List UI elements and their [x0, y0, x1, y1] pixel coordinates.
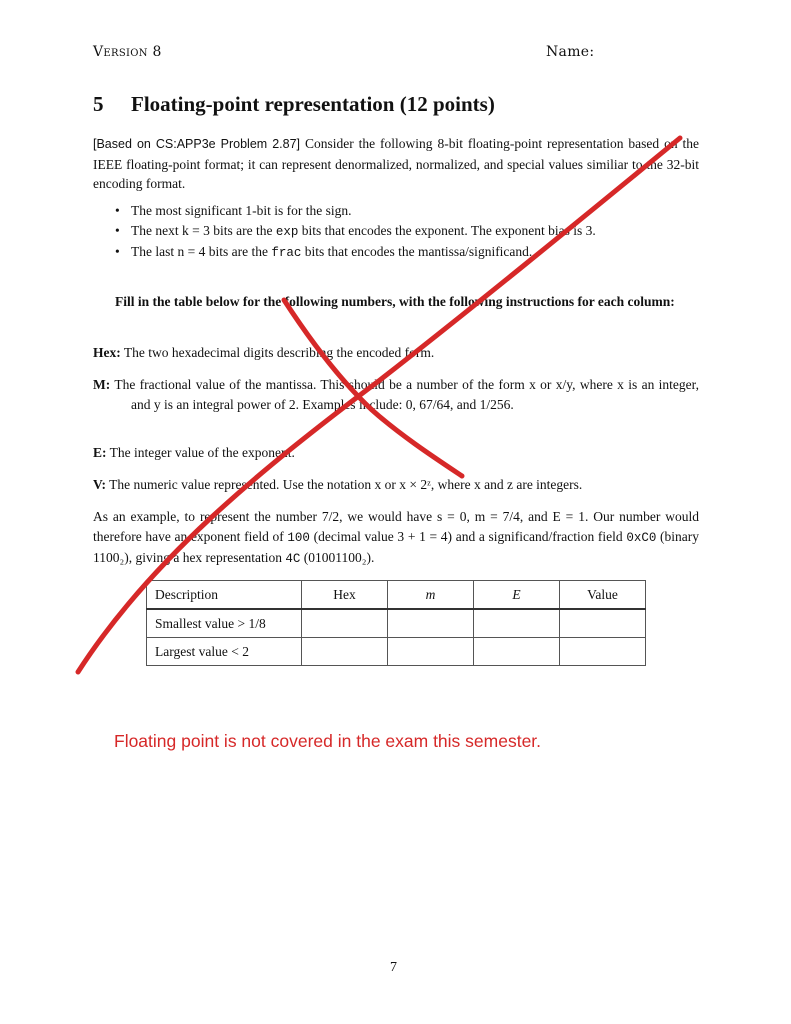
table-header: m — [388, 581, 474, 610]
section-title-text: Floating-point representation (12 points) — [131, 92, 495, 116]
table-row — [147, 609, 646, 638]
example-paragraph — [93, 507, 699, 570]
definition-e — [93, 443, 699, 463]
bullet-code: frac — [271, 246, 302, 260]
definition-term: Hex: — [93, 345, 121, 360]
table-cell — [474, 638, 560, 666]
example-code: 0xC0 — [626, 530, 657, 545]
table-cell — [560, 609, 646, 638]
header-version: Version 8 — [93, 44, 162, 60]
example-text: (01001100₂). — [300, 550, 375, 565]
table-header: Description — [147, 581, 302, 610]
table-row — [147, 638, 646, 666]
table-header: Hex — [302, 581, 388, 610]
bullet-text: The most significant 1-bit is for the sign. — [131, 203, 352, 218]
table-cell — [388, 609, 474, 638]
table-cell — [302, 609, 388, 638]
definition-term: M: — [93, 377, 111, 392]
table-cell — [474, 609, 560, 638]
intro-text: Consider the following 8-bit floating-point representation based on the IEEE floating-point format; it can represent denormalized, normalized, and special values similiar to the 32-bit encoding format. — [93, 136, 700, 191]
definition-text: The two hexadecimal digits describing the encoded form. — [123, 345, 435, 360]
definition-m — [93, 375, 699, 414]
section-number: 5 — [93, 92, 104, 116]
table-cell: Smallest value > 1/8 — [147, 609, 302, 638]
definition-v — [93, 475, 699, 495]
example-text: (decimal value 3 + 1 = 4) and a significand/fraction field — [309, 528, 627, 544]
intro-source: [Based on CS:APP3e Problem 2.87] — [93, 137, 301, 151]
definition-text: The numeric value represented. Use the notation x or x × 2ᶻ, where x and z are integers. — [109, 477, 583, 492]
table-cell: Largest value < 2 — [147, 638, 302, 666]
fp-table — [146, 580, 646, 666]
page-number: 7 — [390, 960, 397, 975]
example-code: 4C — [285, 552, 301, 566]
table-header-row — [147, 581, 646, 610]
example-code: 100 — [287, 530, 310, 545]
bullet-item — [93, 221, 699, 243]
bullet-code: exp — [275, 224, 299, 239]
example-text: (binary 1100₂), giving a hex representation — [93, 528, 699, 565]
bullet-text: The last n = 4 bits are the — [131, 244, 272, 259]
bullet-item — [93, 201, 699, 221]
intro-paragraph — [93, 134, 699, 194]
example-text: As an example, to represent the number 7/2, we would have s = 0, m = 7/4, and E = 1. Our number would therefore have an exponent field of — [93, 509, 699, 544]
table-cell — [302, 638, 388, 666]
table-header: Value — [560, 581, 646, 610]
annotation-note: Floating point is not covered in the exam this semester. — [114, 731, 542, 751]
instructions: Fill in the table below for the following numbers, with the following instructions for each column: — [115, 294, 675, 309]
table-cell — [560, 638, 646, 666]
section-title — [93, 92, 495, 117]
definition-text: The fractional value of the mantissa. This should be a number of the form x or x/y, where x is an integer, and y is an integral power of 2. Examples include: 0, 67/64, and 1/256. — [114, 377, 699, 412]
table-header: E — [474, 581, 560, 610]
header-name-label: Name: — [546, 44, 595, 60]
definition-text: The integer value of the exponent. — [109, 445, 295, 460]
table-cell — [388, 638, 474, 666]
definition-term: V: — [93, 477, 107, 492]
bullet-text: The next k = 3 bits are the — [131, 222, 276, 238]
definition-term: E: — [93, 445, 107, 460]
definition-hex — [93, 343, 699, 363]
bullet-text: bits that encodes the exponent. The exponent bias is 3. — [298, 222, 596, 238]
bullet-item — [93, 242, 699, 264]
bullet-text: bits that encodes the mantissa/significand. — [301, 244, 533, 259]
bullet-list — [93, 201, 699, 264]
